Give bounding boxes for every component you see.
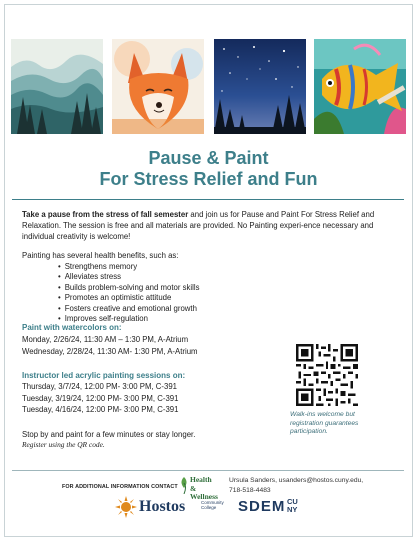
cuny-logo: CU NY xyxy=(287,497,298,514)
more-info-label: FOR ADDITIONAL INFORMATION CONTACT xyxy=(62,484,178,490)
health-wellness-text: Health & Wellness xyxy=(190,475,218,501)
leaf-icon xyxy=(179,477,189,494)
watercolor-heading: Paint with watercolors on: xyxy=(22,323,122,332)
footer-divider xyxy=(12,470,404,471)
walkin-note: Walk-ins welcome but registration guarantees participation. xyxy=(290,411,359,436)
closing-text: Stop by and paint for a few minutes or stay longer. xyxy=(22,430,196,439)
benefits-list xyxy=(58,262,200,324)
watercolor-sessions xyxy=(22,334,198,357)
page-title: Pause & Paint xyxy=(148,148,269,168)
contact-info xyxy=(229,476,363,496)
benefits-heading: Painting has several health benefits, such as: xyxy=(22,251,179,260)
painting-fox xyxy=(112,39,204,134)
qr-code[interactable] xyxy=(296,344,358,406)
hostos-name: Hostos xyxy=(139,498,186,515)
contact-phone: 718-518-4483 xyxy=(229,487,271,494)
painting-starry-night xyxy=(214,39,306,134)
intro-bold: Take a pause from the stress of fall semester xyxy=(22,210,189,219)
contact-line: Ursula Sanders, usanders@hostos.cuny.edu, xyxy=(229,477,364,484)
hostos-subtitle: Community College xyxy=(201,500,224,510)
acrylic-heading: Instructor led acrylic painting sessions on: xyxy=(22,371,186,380)
register-note: Register using the QR code. xyxy=(22,440,105,449)
session-item: Tuesday, 4/16/24, 12:00 PM- 3:00 PM, C-391 xyxy=(22,405,179,415)
list-item: • Fosters creative and emotional growth xyxy=(58,304,200,314)
session-item: Wednesday, 2/28/24, 11:30 AM- 1:30 PM, A-Atrium xyxy=(22,346,198,356)
list-item: • Strengthens memory xyxy=(58,262,200,272)
divider xyxy=(12,199,404,200)
acrylic-sessions xyxy=(22,381,178,416)
painting-mountains xyxy=(11,39,103,134)
list-item: • Alleviates stress xyxy=(58,272,200,282)
list-item: • Promotes an optimistic attitude xyxy=(58,293,200,303)
list-item: • Builds problem-solving and motor skills xyxy=(58,283,200,293)
sun-icon xyxy=(115,496,137,518)
session-item: Monday, 2/26/24, 11:30 AM – 1:30 PM, A-Atrium xyxy=(22,335,189,344)
painting-gallery xyxy=(11,39,406,134)
page-subtitle: For Stress Relief and Fun xyxy=(99,169,318,189)
intro-text: and join us for Pause and Paint For Stress Relief and Relaxation. The session is free and all materials are provided. No Painting experi-ence necessary and individual creativity is welcome! xyxy=(22,210,375,241)
sdem-logo: SDEM xyxy=(238,498,286,515)
session-item: Tuesday, 3/19/24, 12:00 PM- 3:00 PM, C-391 xyxy=(22,393,179,403)
intro-paragraph xyxy=(22,209,384,242)
painting-fish xyxy=(314,39,406,134)
hostos-logo xyxy=(115,496,230,518)
session-item: Thursday, 3/7/24, 12:00 PM- 3:00 PM, C-391 xyxy=(22,382,178,391)
health-wellness-logo xyxy=(179,475,223,501)
list-item: • Improves self-regulation xyxy=(58,314,200,324)
